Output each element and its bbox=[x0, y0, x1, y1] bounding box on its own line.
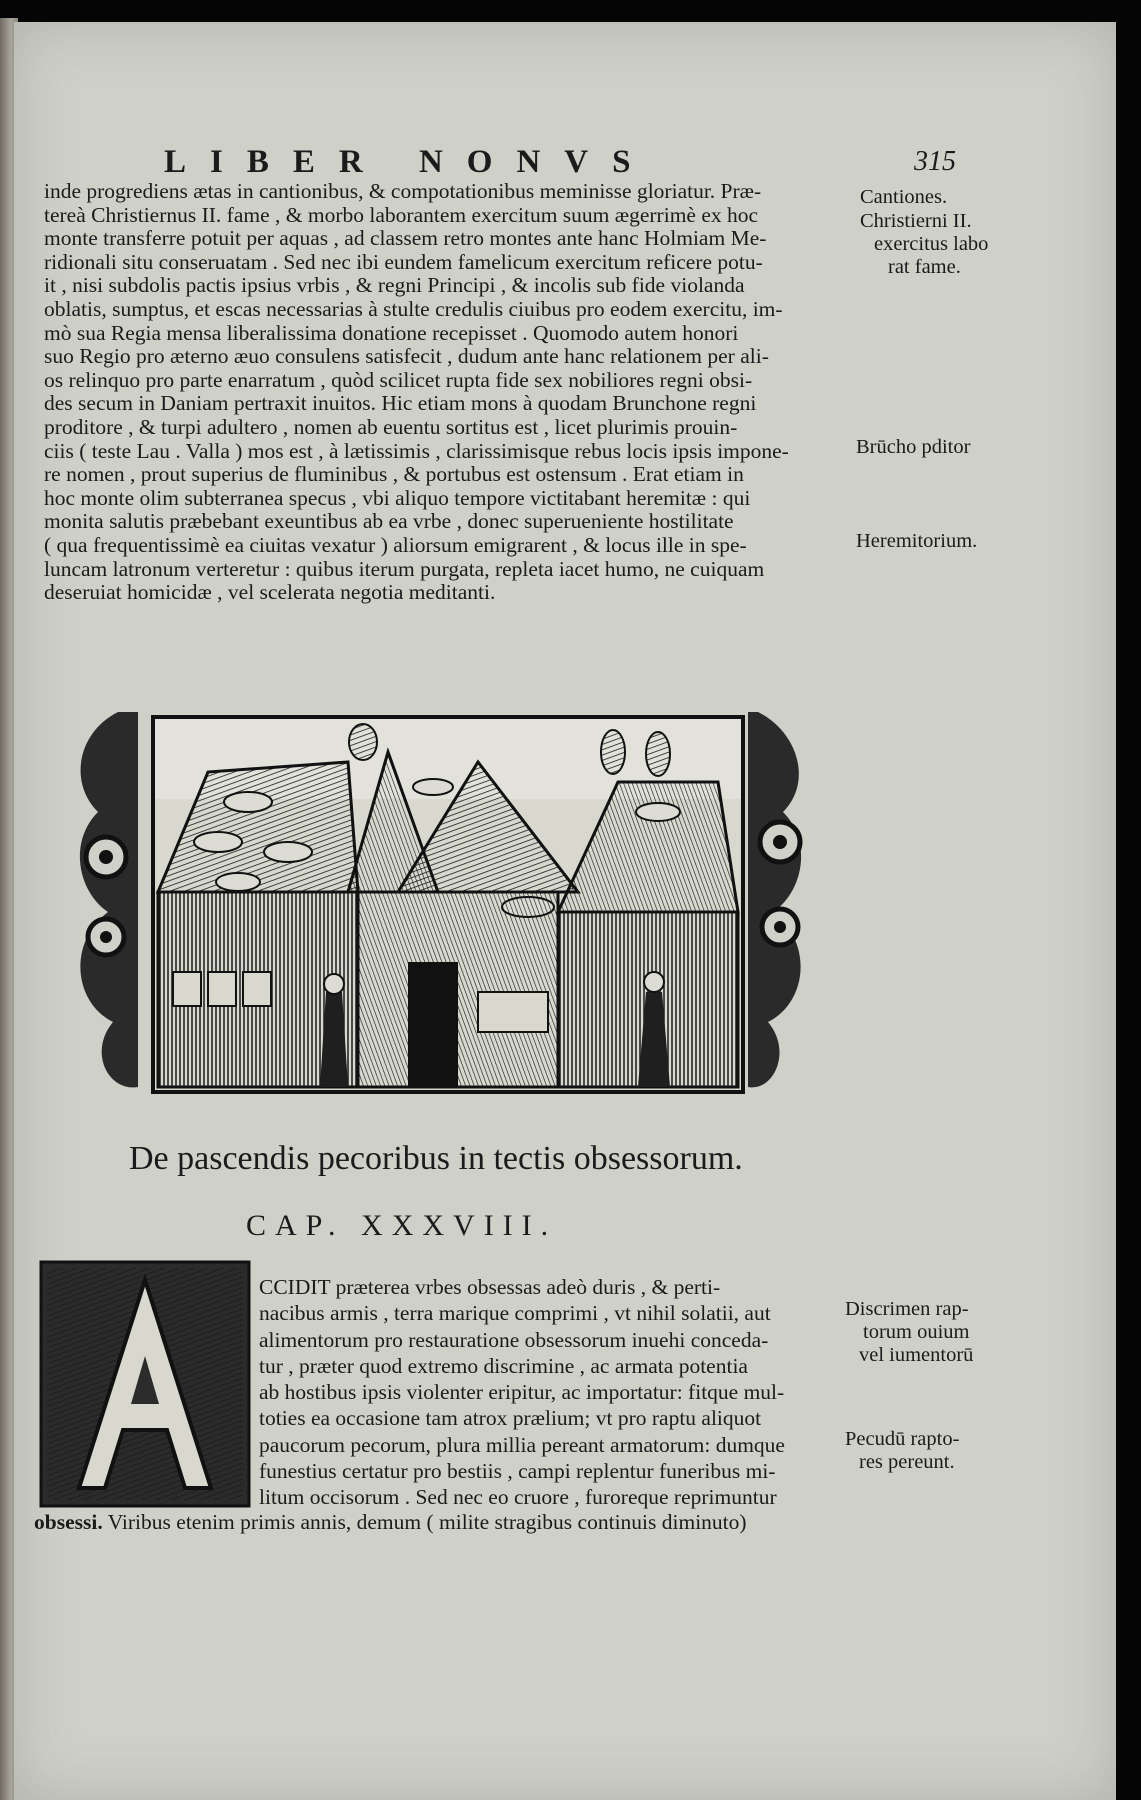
margin-note-line: vel iumentorū bbox=[859, 1344, 974, 1366]
lead-word: obsessi. bbox=[34, 1510, 103, 1534]
margin-note-line: torum ouium bbox=[863, 1321, 970, 1343]
right-ornament bbox=[748, 712, 801, 1087]
margin-note-heremitorium bbox=[856, 530, 977, 553]
text-line: monita salutis præbebant exeuntibus ab ea vrbe , donec superueniente hostilitate bbox=[44, 509, 734, 534]
text-line: monte transferre potuit per aquas , ad classem retro montes ante hanc Holmiam Me- bbox=[44, 226, 767, 251]
text-line: Viribus etenim primis annis, demum ( milite stragibus continuis diminuto) bbox=[102, 1510, 747, 1534]
text-line: hoc monte olim subterranea specus , vbi aliquo tempore victitabant heremitæ : qui bbox=[44, 485, 751, 510]
decorated-initial-a bbox=[39, 1260, 251, 1508]
text-line: CCIDIT præterea vrbes obsessas adeò duris , & perti- bbox=[259, 1275, 721, 1299]
chapter-title: De pascendis pecoribus in tectis obsessorum. bbox=[129, 1140, 743, 1177]
margin-note-line: Cantiones. bbox=[860, 186, 948, 208]
margin-note-line: Discrimen rap- bbox=[845, 1298, 969, 1320]
second-paragraph-last-line bbox=[34, 1510, 747, 1535]
text-line: ( qua frequentissimè ea ciuitas vexatur ) aliorsum emigrarent , & locus ille in spe- bbox=[44, 532, 747, 557]
text-line: os relinquo pro parte enarratum , quòd scilicet rupta fide sex nobiliores regni obsi- bbox=[44, 367, 753, 392]
text-line: ridionali situ conseruatam . Sed nec ibi eundem famelicum exercitum reficere potu- bbox=[44, 249, 763, 274]
text-line: toties ea occasione tam atrox prælium; vt pro raptu aliquot bbox=[259, 1406, 762, 1431]
text-line: suo Regio pro æterno æuo consulens satisfecit , dudum ante hanc relationem per ali- bbox=[44, 344, 769, 369]
text-line: tur , præter quod extremo discrimine , ac armata potentia bbox=[259, 1353, 748, 1378]
margin-note-line: Pecudū rapto- bbox=[845, 1428, 960, 1450]
margin-note-line: exercitus labo bbox=[874, 233, 989, 255]
margin-note-line: Christierni II. bbox=[860, 210, 972, 232]
margin-note-discrimen bbox=[845, 1298, 973, 1367]
margin-note-christierni bbox=[860, 210, 988, 279]
running-head: LIBER NONVS bbox=[164, 144, 655, 180]
text-line: mò sua Regia mensa liberalissima donatione recepisset . Quomodo autem honori bbox=[44, 320, 739, 345]
margin-note-cantiones bbox=[860, 186, 947, 209]
text-line: ab hostibus ipsis violenter eripitur, ac importatur: fitque mul- bbox=[259, 1380, 785, 1405]
text-line: alimentorum pro restauratione obsessorum inuehi conceda- bbox=[259, 1327, 769, 1352]
margin-note-line: res pereunt. bbox=[859, 1451, 955, 1473]
text-line: funestius certatur pro bestiis , campi replentur funeribus mi- bbox=[259, 1459, 776, 1484]
top-paragraph bbox=[44, 180, 854, 605]
left-ornament bbox=[80, 712, 138, 1087]
text-line: deseruiat homicidæ , vel scelerata negotia meditanti. bbox=[44, 580, 496, 605]
text-line: it , nisi subdolis pactis ipsius vrbis , & regni Principi , & incolis sub fide violanda bbox=[44, 273, 745, 298]
margin-note-line: rat fame. bbox=[888, 256, 961, 278]
folio-number: 315 bbox=[914, 146, 956, 177]
text-line: re nomen , prout superius de fluminibus , & portubus est ostensum . Erat etiam in bbox=[44, 462, 744, 487]
text-line: inde progrediens ætas in cantionibus, & compotationibus meminisse gloriatur. Præ- bbox=[44, 179, 762, 203]
margin-note-brucho bbox=[856, 436, 970, 459]
margin-note-pecudum bbox=[845, 1428, 959, 1474]
text-line: nacibus armis , terra marique comprimi , vt nihil solatii, aut bbox=[259, 1301, 771, 1326]
second-paragraph bbox=[259, 1274, 785, 1511]
text-line: des secum in Daniam pertraxit inuitos. Hic etiam mons à quodam Brunchone regni bbox=[44, 391, 757, 416]
text-line: ciis ( teste Lau . Valla ) mos est , à lætissimis , clarissimisque rebus locis ipsis impone- bbox=[44, 438, 789, 463]
text-line: luncam latronum verteretur : quibus iterum purgata, repleta iacet humo, ne cuiquam bbox=[44, 556, 765, 581]
text-line: oblatis, sumptus, et escas necessarias à stulte credulis ciuibus pro eodem exercitu, im- bbox=[44, 296, 783, 321]
book-page bbox=[14, 22, 1116, 1800]
margin-note-line: Brūcho pditor bbox=[856, 436, 971, 458]
text-line: paucorum pecorum, plura millia pereant armatorum: dumque bbox=[259, 1432, 785, 1457]
text-line: proditore , & turpi adultero , nomen ab euentu sortitus est , licet plurimis prouin- bbox=[44, 414, 738, 439]
text-line: litum occisorum . Sed nec eo cruore , furoreque reprimuntur bbox=[259, 1485, 777, 1510]
chapter-number: CAP. XXXVIII. bbox=[246, 1209, 558, 1242]
margin-note-line: Heremitorium. bbox=[856, 530, 978, 552]
text-line: tereà Christiernus II. fame , & morbo laborantem exercitum suum ægerrimè ex hoc bbox=[44, 202, 759, 227]
woodcut-illustration bbox=[58, 692, 838, 1100]
